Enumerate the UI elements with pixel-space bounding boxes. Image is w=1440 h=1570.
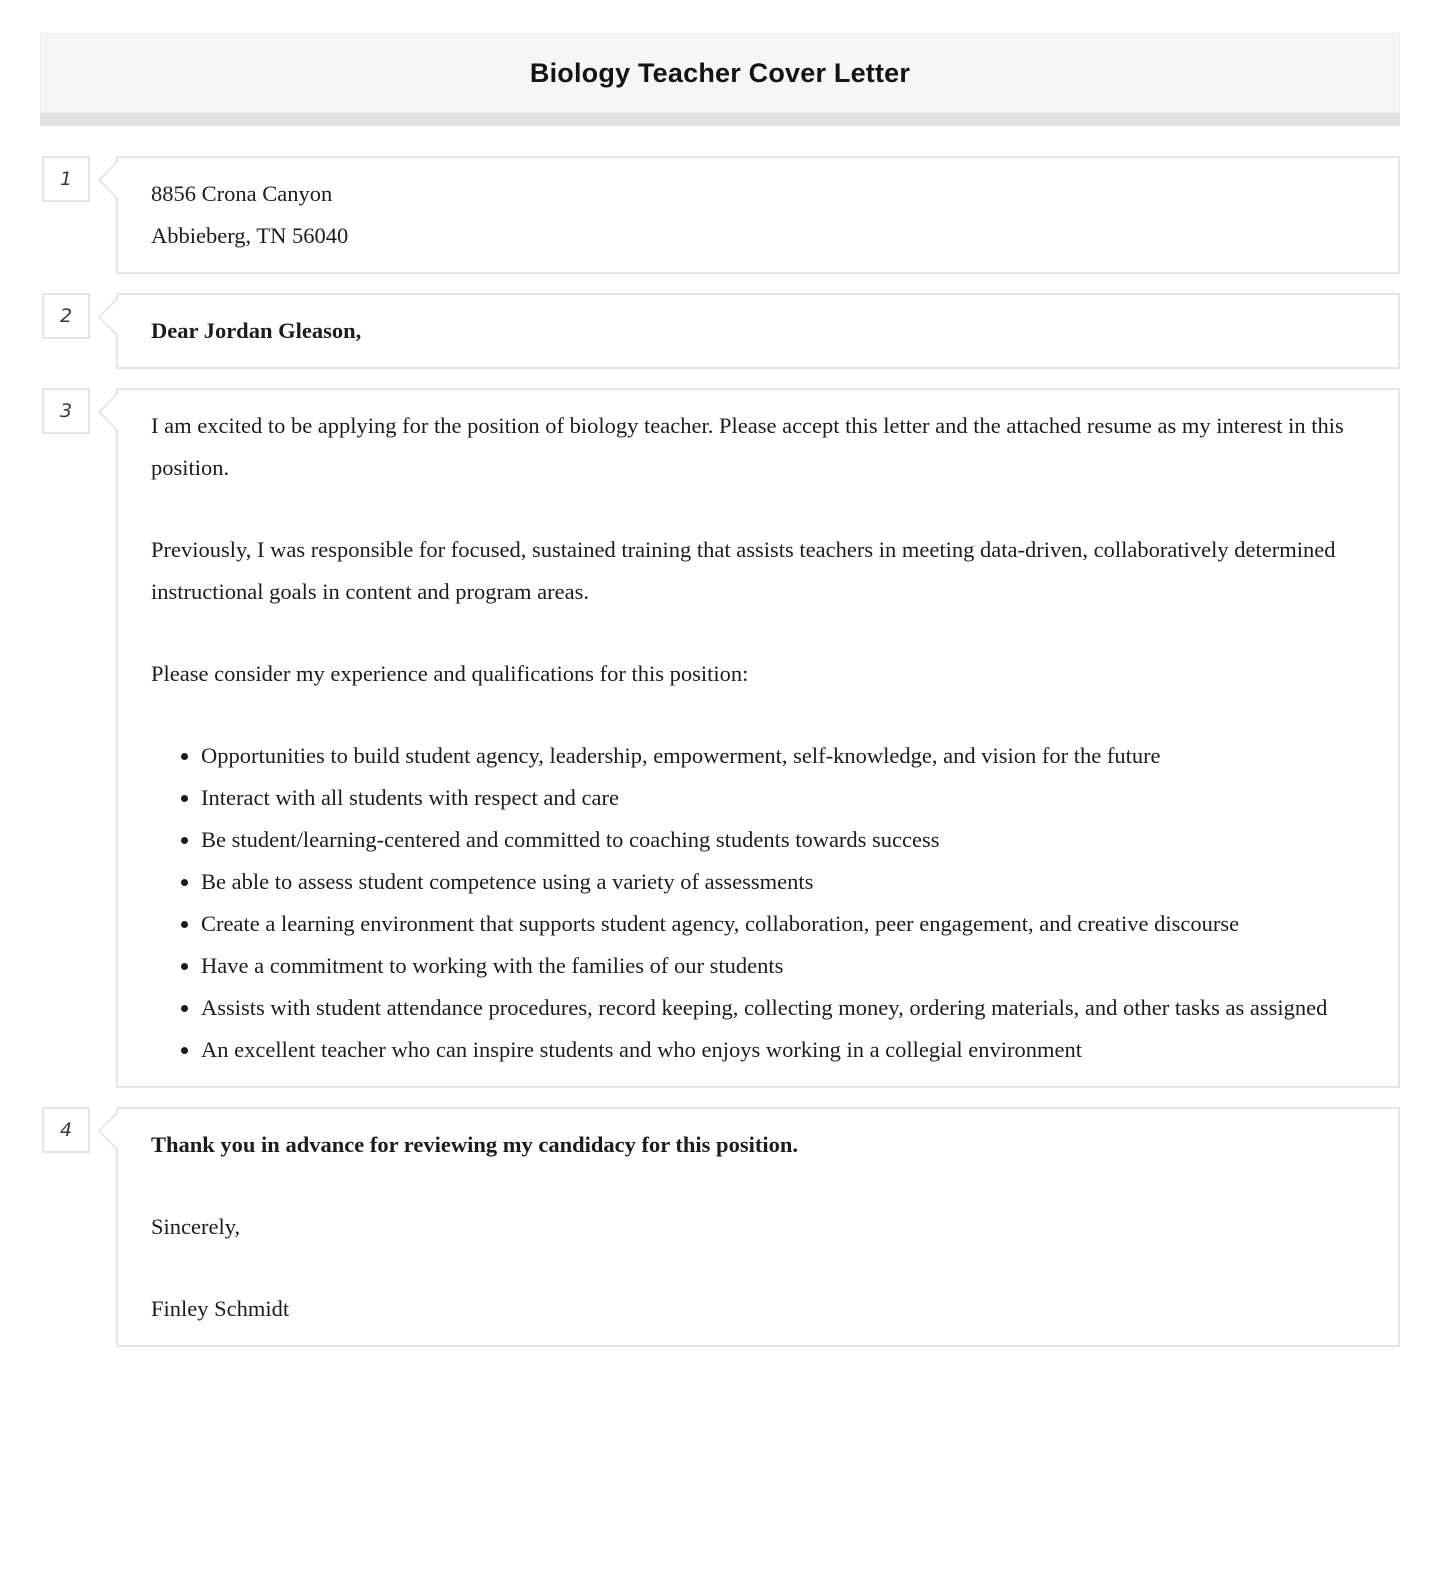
signature-name: Finley Schmidt — [151, 1296, 290, 1321]
qualification-item: • Assists with student attendance procedures, record keeping, collecting money, ordering materials, and other tasks as assigned — [201, 987, 1353, 1029]
header-shadow-bar — [40, 113, 1400, 126]
qualification-item: • Be able to assess student competence using a variety of assessments — [201, 861, 1353, 903]
section-number: 2 — [59, 305, 73, 327]
qualifications-list — [151, 735, 1353, 1071]
section-number-badge — [42, 388, 90, 434]
address-line: 8856 Crona Canyon — [151, 181, 333, 206]
body-paragraph: I am excited to be applying for the position of biology teacher. Please accept this letter and the attached resume as my interest in this position. — [151, 413, 1344, 480]
body-paragraph: Previously, I was responsible for focused, sustained training that assists teachers in meeting data-driven, collaboratively determined instructional goals in content and program areas. — [151, 537, 1336, 604]
section-sender-address — [59, 156, 1400, 274]
section-number-badge — [42, 293, 90, 339]
sender-address-box — [116, 156, 1400, 274]
qualification-item: • Opportunities to build student agency, leadership, empowerment, self-knowledge, and vision for the future — [201, 735, 1353, 777]
section-number-badge — [42, 1107, 90, 1153]
closing-box — [116, 1107, 1400, 1347]
qualification-item: • Have a commitment to working with the families of our students — [201, 945, 1353, 987]
body-paragraph: Please consider my experience and qualifications for this position: — [151, 661, 749, 686]
section-closing — [59, 1107, 1400, 1347]
closing-text: Thank you in advance for reviewing my candidacy for this position. — [151, 1132, 798, 1157]
qualification-item: • An excellent teacher who can inspire students and who enjoys working in a collegial environment — [201, 1029, 1353, 1071]
section-number: 1 — [59, 168, 73, 190]
section-salutation — [59, 293, 1400, 369]
qualification-item: • Create a learning environment that supports student agency, collaboration, peer engagement, and creative discourse — [201, 903, 1353, 945]
address-line: Abbieberg, TN 56040 — [151, 223, 349, 248]
section-body — [59, 388, 1400, 1088]
salutation-text: Dear Jordan Gleason, — [151, 318, 362, 343]
document-header — [40, 33, 1400, 113]
signoff-text: Sincerely, — [151, 1214, 241, 1239]
letter-body-box — [116, 388, 1400, 1088]
qualification-item: • Be student/learning-centered and committed to coaching students towards success — [201, 819, 1353, 861]
section-number-badge — [42, 156, 90, 202]
salutation-box — [116, 293, 1400, 369]
section-number: 3 — [59, 400, 73, 422]
section-number: 4 — [59, 1119, 73, 1141]
page-title: Biology Teacher Cover Letter — [529, 57, 911, 88]
qualification-item: • Interact with all students with respect and care — [201, 777, 1353, 819]
